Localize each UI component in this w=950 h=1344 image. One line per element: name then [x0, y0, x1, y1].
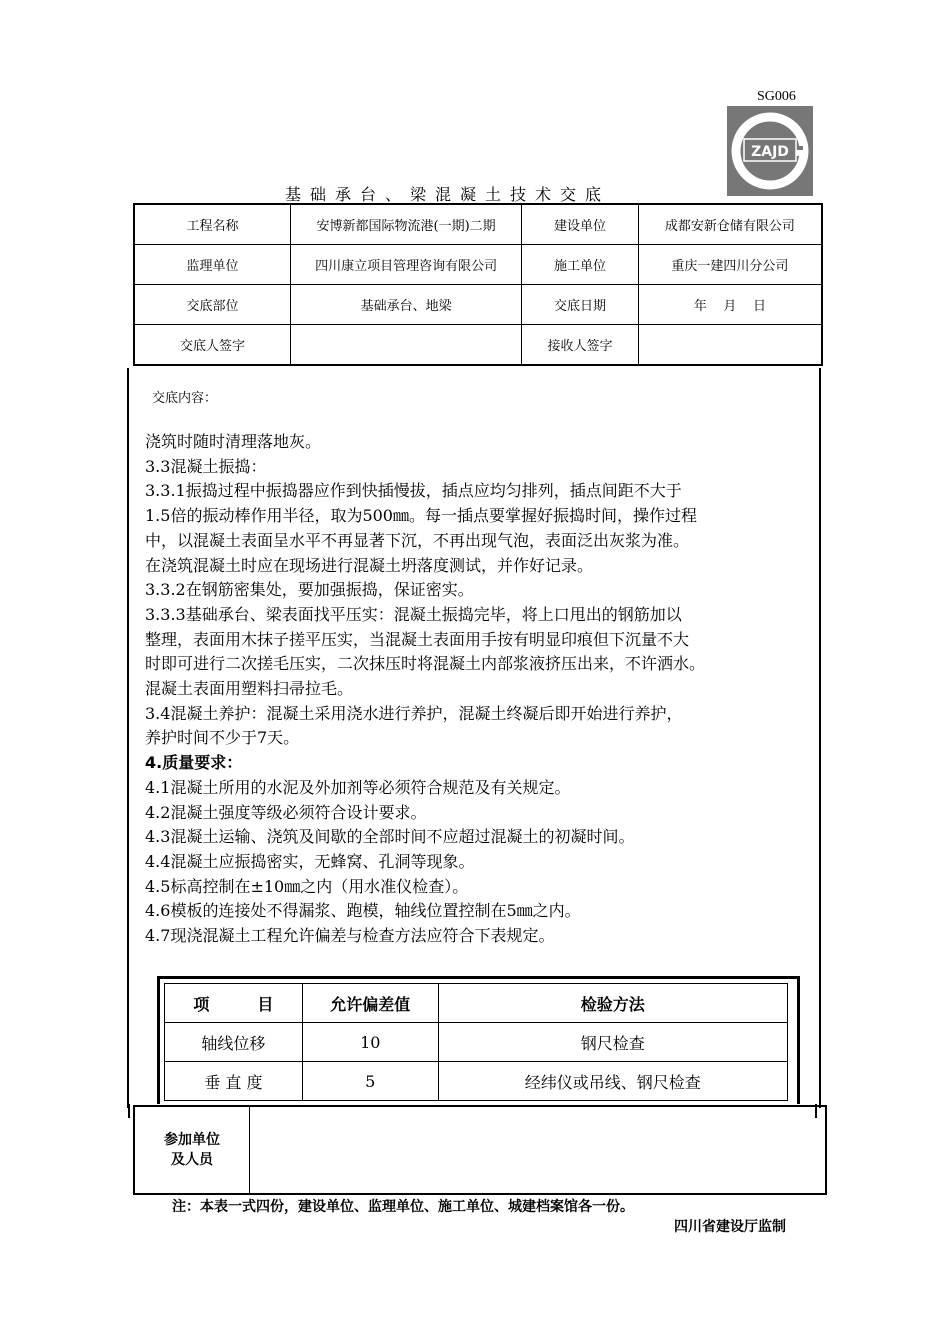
value-project-name: 安博新都国际物流港(一期)二期 [290, 204, 521, 245]
table-row [165, 1023, 788, 1062]
value-location: 基础承台、地梁 [290, 285, 521, 325]
body-line: 养护时间不少于7天。 [145, 728, 300, 748]
body-line: 混凝土表面用塑料扫帚拉毛。 [145, 679, 354, 699]
label-supervisor-unit: 监理单位 [134, 245, 290, 285]
quality-line: 4.1混凝土所用的水泥及外加剂等必须符合规范及有关规定。 [145, 777, 571, 797]
supervisor-mark: 四川省建设厅监制 [674, 1219, 786, 1235]
value-contractor: 重庆一建四川分公司 [638, 245, 822, 285]
body-line: 3.3.2在钢筋密集处，要加强振捣，保证密实。 [145, 580, 474, 600]
quality-line: 4.5标高控制在±10㎜之内（用水准仪检查）。 [145, 876, 469, 896]
header-tolerance: 允许偏差值 [302, 984, 438, 1023]
form-code: SG006 [757, 89, 796, 104]
cell-method: 钢尺检查 [438, 1023, 787, 1062]
cell-item: 轴线位移 [165, 1023, 303, 1062]
tolerance-table [164, 983, 788, 1101]
cell-tolerance: 5 [302, 1062, 438, 1101]
body-line: 整理，表面用木抹子搓平压实，当混凝土表面用手按有明显印痕但下沉量不大 [145, 629, 690, 649]
cell-tolerance: 10 [302, 1023, 438, 1062]
page-title: 基础承台、梁混凝土技术交底 [285, 185, 611, 204]
value-supervisor-unit: 四川康立项目管理咨询有限公司 [290, 245, 521, 285]
frame-tick [128, 1104, 130, 1118]
content-body [145, 430, 815, 949]
info-row [134, 204, 822, 245]
value-owner: 成都安新仓储有限公司 [638, 204, 822, 245]
quality-line: 4.3混凝土运输、浇筑及间歇的全部时间不应超过混凝土的初凝时间。 [145, 827, 635, 847]
receiver-signature-field[interactable] [638, 325, 822, 366]
participants-label [135, 1107, 250, 1193]
label-briefer-signature: 交底人签字 [134, 325, 290, 366]
body-line: 3.3.3基础承台、梁表面找平压实：混凝土振捣完毕，将上口甩出的钢筋加以 [145, 604, 682, 624]
content-label: 交底内容： [152, 391, 218, 406]
body-line: 中，以混凝土表面呈水平不再显著下沉，不再出现气泡，表面泛出灰浆为准。 [145, 530, 690, 550]
label-contractor: 施工单位 [522, 245, 639, 285]
body-line: 3.4混凝土养护：混凝土采用浇水进行养护，混凝土终凝后即开始进行养护， [145, 703, 683, 723]
quality-line: 4.6模板的连接处不得漏浆、跑模，轴线位置控制在5㎜之内。 [145, 901, 581, 921]
body-line: 在浇筑混凝土时应在现场进行混凝土坍落度测试，并作好记录。 [145, 555, 594, 575]
quality-line: 4.4混凝土应振捣密实，无蜂窝、孔洞等现象。 [145, 851, 475, 871]
cell-item: 垂 直 度 [165, 1062, 303, 1101]
zajd-logo [727, 106, 813, 196]
quality-line: 4.7现浇混凝土工程允许偏差与检查方法应符合下表规定。 [145, 926, 555, 946]
participants-label-line: 参加单位 [164, 1132, 220, 1148]
tolerance-header-row [165, 984, 788, 1023]
participants-box [133, 1105, 827, 1195]
info-row [134, 245, 822, 285]
participants-label-line: 及人员 [171, 1152, 213, 1168]
body-line: 1.5倍的振动棒作用半径，取为500㎜。每一插点要掌握好振捣时间，操作过程 [145, 506, 697, 526]
body-line: 3.3.1振捣过程中振捣器应作到快插慢拔，插点应均匀排列，插点间距不大于 [145, 481, 682, 501]
label-receiver-signature: 接收人签字 [522, 325, 639, 366]
info-table [133, 203, 823, 366]
info-row [134, 285, 822, 325]
logo-text: ZAJD [751, 144, 789, 160]
label-date: 交底日期 [522, 285, 639, 325]
table-row [165, 1062, 788, 1101]
label-owner: 建设单位 [522, 204, 639, 245]
label-location: 交底部位 [134, 285, 290, 325]
header-item: 项 目 [165, 984, 303, 1023]
body-line: 浇筑时随时清理落地灰。 [145, 432, 322, 451]
participants-field[interactable] [251, 1107, 825, 1193]
footer-note: 注：本表一式四份，建设单位、监理单位、施工单位、城建档案馆各一份。 [172, 1199, 634, 1215]
quality-heading: 4.质量要求： [145, 753, 243, 773]
body-line: 时即可进行二次搓毛压实，二次抹压时将混凝土内部浆液挤压出来，不许洒水。 [145, 654, 706, 674]
body-line: 3.3混凝土振捣： [145, 456, 267, 476]
briefer-signature-field[interactable] [290, 325, 521, 366]
quality-line: 4.2混凝土强度等级必须符合设计要求。 [145, 802, 427, 822]
header-method: 检验方法 [438, 984, 787, 1023]
value-date: 年 月 日 [638, 285, 822, 325]
cell-method: 经纬仪或吊线、钢尺检查 [438, 1062, 787, 1101]
info-row [134, 325, 822, 366]
label-project-name: 工程名称 [134, 204, 290, 245]
